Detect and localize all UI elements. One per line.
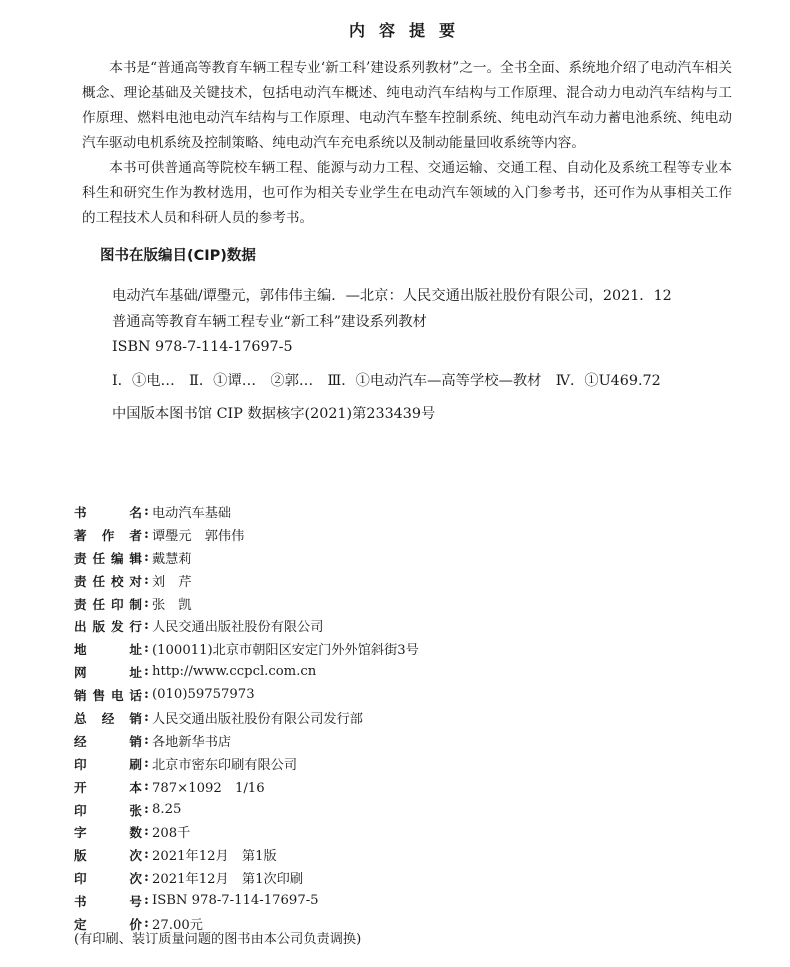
detail-label: 印 刷 [74, 756, 142, 772]
detail-value: 2021年12月 第1版 [152, 849, 277, 865]
detail-label: 版 次 [74, 848, 142, 864]
detail-value: ISBN 978-7-114-17697-5 [152, 893, 319, 909]
cip-isbn-line: ISBN 978-7-114-17697-5 [112, 339, 293, 355]
detail-label: 著作者 [74, 527, 142, 543]
detail-value: (010)59757973 [152, 687, 255, 703]
detail-label: 字 数 [74, 825, 142, 841]
detail-label: 书 号 [74, 894, 142, 910]
detail-label: 责任印制 [74, 596, 142, 612]
detail-value: 787×1092 1/16 [152, 780, 265, 796]
detail-row-distributor: 经 销 : 各地新华书店 [74, 729, 734, 752]
detail-value: 人民交通出版社股份有限公司发行部 [152, 711, 363, 727]
cip-classification-line: Ⅰ．①电… Ⅱ．①谭… ②郭… Ⅲ．①电动汽车—高等学校—教材 Ⅳ．①U469.72 [112, 372, 661, 389]
detail-value: 电动汽车基础 [152, 505, 232, 521]
cip-verification-line: 中国版本图书馆 CIP 数据核字(2021)第233439号 [112, 406, 436, 422]
detail-value: 27.00元 [152, 917, 203, 933]
detail-label: 地 址 [74, 642, 142, 658]
detail-row-address: 地 址 : (100011)北京市朝阳区安定门外外馆斜街3号 [74, 637, 734, 660]
detail-label: 总经销 [74, 710, 142, 726]
detail-value: 戴慧莉 [152, 551, 192, 567]
detail-row-proofreader: 责任校对 : 刘 芹 [74, 569, 734, 592]
detail-row-price: 定 价 : 27.00元 [74, 912, 734, 935]
detail-label: 印 次 [74, 871, 142, 887]
detail-label: 书 名 [74, 504, 142, 520]
detail-row-title: 书 名 : 电动汽车基础 [74, 500, 734, 523]
detail-row-editor: 责任编辑 : 戴慧莉 [74, 546, 734, 569]
cip-series-line: 普通高等教育车辆工程专业“新工科”建设系列教材 [112, 313, 427, 330]
detail-label: 经 销 [74, 733, 142, 749]
detail-label: 印 张 [74, 802, 142, 818]
detail-value: http://www.ccpcl.com.cn [152, 664, 317, 680]
summary-section [82, 56, 732, 231]
publication-details [74, 500, 734, 935]
detail-row-sales-phone: 销售电话 : (010)59757973 [74, 683, 734, 706]
detail-row-isbn: 书 号 : ISBN 978-7-114-17697-5 [74, 889, 734, 912]
summary-paragraph-2: 本书可供普通高等院校车辆工程、能源与动力工程、交通运输、交通工程、自动化及系统工程等专业本科生和研究生作为教材选用，也可作为相关专业学生在电动汽车领域的入门参考书，还可作为从事相关工作的工程技术人员和科研人员的参考书。 [82, 160, 732, 226]
detail-label: 网 址 [74, 665, 142, 681]
summary-title: 内容提要 [348, 21, 469, 40]
detail-label: 责任校对 [74, 573, 142, 589]
detail-value: 208千 [152, 826, 191, 842]
detail-value: (100011)北京市朝阳区安定门外外馆斜街3号 [152, 643, 419, 659]
detail-row-printer: 印 刷 : 北京市密东印刷有限公司 [74, 752, 734, 775]
detail-value: 8.25 [152, 801, 182, 817]
cip-title-line: 电动汽车基础/谭璺元，郭伟伟主编．—北京：人民交通出版社股份有限公司，2021．12 [112, 288, 672, 304]
detail-value: 各地新华书店 [152, 734, 232, 750]
detail-row-edition: 版 次 : 2021年12月 第1版 [74, 843, 734, 866]
detail-row-word-count: 字 数 : 208千 [74, 820, 734, 843]
detail-row-website: 网 址 : http://www.ccpcl.com.cn [74, 660, 734, 683]
detail-label: 销售电话 [74, 688, 142, 704]
detail-value: 张 凯 [152, 597, 192, 613]
detail-value: 2021年12月 第1次印刷 [152, 872, 304, 888]
detail-row-format: 开 本 : 787×1092 1/16 [74, 775, 734, 798]
detail-row-publisher: 出版发行 : 人民交通出版社股份有限公司 [74, 614, 734, 637]
detail-label: 定 价 [74, 916, 142, 932]
detail-row-sheets: 印 张 : 8.25 [74, 798, 734, 821]
summary-paragraph-1: 本书是“普通高等教育车辆工程专业‘新工科’建设系列教材”之一。全书全面、系统地介绍了电动汽车相关概念、理论基础及关键技术，包括电动汽车概述、纯电动汽车结构与工作原理、混合动力电动汽车结构与工作原理、燃料电池电动汽车结构与工作原理、电动汽车整车控制系统、纯电动汽车动力蓄电池系统、纯电动汽车驱动电机系统及控制策略、纯电动汽车充电系统以及制动能量回收系统等内容。 [82, 60, 732, 151]
detail-row-printing: 印 次 : 2021年12月 第1次印刷 [74, 866, 734, 889]
detail-value: 刘 芹 [152, 574, 192, 590]
quality-footnote: (有印刷、装订质量问题的图书由本公司负责调换) [74, 932, 362, 947]
detail-value: 北京市密东印刷有限公司 [152, 757, 298, 773]
detail-row-print-manager: 责任印制 : 张 凯 [74, 592, 734, 615]
detail-value: 谭璺元 郭伟伟 [152, 528, 245, 544]
detail-label: 出版发行 [74, 619, 142, 635]
detail-label: 责任编辑 [74, 550, 142, 566]
cip-data-block [82, 284, 722, 428]
detail-value: 人民交通出版社股份有限公司 [152, 620, 324, 636]
detail-row-authors: 著作者 : 谭璺元 郭伟伟 [74, 523, 734, 546]
detail-label: 开 本 [74, 779, 142, 795]
cip-heading: 图书在版编目(CIP)数据 [100, 248, 256, 264]
detail-row-general-distributor: 总经销 : 人民交通出版社股份有限公司发行部 [74, 706, 734, 729]
